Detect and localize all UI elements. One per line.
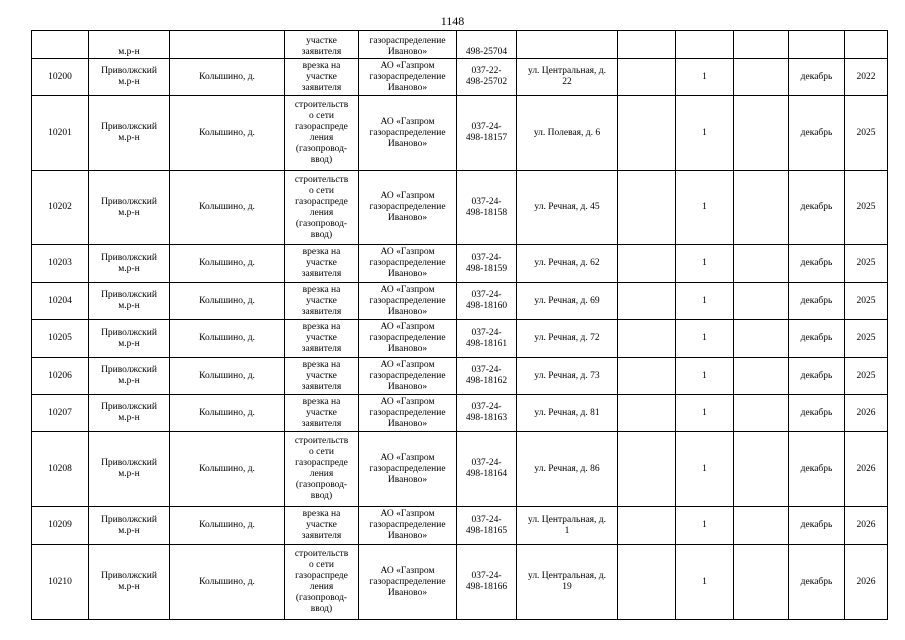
page-number: 1148 bbox=[440, 14, 465, 28]
num-cell: 10203 bbox=[32, 245, 89, 283]
count-cell: 1 bbox=[676, 283, 734, 320]
blank-cell bbox=[618, 171, 676, 245]
count-cell: 1 bbox=[676, 96, 734, 171]
count-cell: 1 bbox=[676, 59, 734, 96]
district-cell: Приволжский м.р-н bbox=[89, 545, 170, 620]
blank-cell bbox=[618, 31, 676, 59]
blank-cell bbox=[618, 245, 676, 283]
locality-cell: Колышино, д. bbox=[170, 59, 285, 96]
count-cell bbox=[676, 31, 734, 59]
blank-cell bbox=[734, 283, 789, 320]
district-cell: Приволжский м.р-н bbox=[89, 395, 170, 432]
work-type-cell: врезка на участке заявителя bbox=[285, 320, 359, 358]
month-cell: декабрь bbox=[789, 395, 845, 432]
year-cell: 2025 bbox=[845, 171, 888, 245]
year-cell: 2025 bbox=[845, 358, 888, 395]
num-cell: 10208 bbox=[32, 432, 89, 507]
table-row bbox=[32, 245, 888, 283]
work-type-cell: врезка на участке заявителя bbox=[285, 395, 359, 432]
code-cell: 037-24- 498-18160 bbox=[457, 283, 517, 320]
year-cell: 2026 bbox=[845, 545, 888, 620]
blank-cell bbox=[734, 432, 789, 507]
count-cell: 1 bbox=[676, 507, 734, 545]
locality-cell bbox=[170, 31, 285, 59]
organization-cell: АО «Газпром газораспределение Иваново» bbox=[359, 96, 457, 171]
address-cell: ул. Речная, д. 72 bbox=[517, 320, 618, 358]
count-cell: 1 bbox=[676, 245, 734, 283]
num-cell: 10200 bbox=[32, 59, 89, 96]
address-cell: ул. Центральная, д. 22 bbox=[517, 59, 618, 96]
code-cell: 037-24- 498-18164 bbox=[457, 432, 517, 507]
work-type-cell: врезка на участке заявителя bbox=[285, 245, 359, 283]
blank-cell bbox=[734, 31, 789, 59]
organization-cell: АО «Газпром газораспределение Иваново» bbox=[359, 432, 457, 507]
locality-cell: Колышино, д. bbox=[170, 245, 285, 283]
year-cell: 2025 bbox=[845, 96, 888, 171]
address-cell: ул. Речная, д. 73 bbox=[517, 358, 618, 395]
gas-connection-table bbox=[31, 30, 888, 620]
month-cell: декабрь bbox=[789, 320, 845, 358]
organization-cell: АО «Газпром газораспределение Иваново» bbox=[359, 59, 457, 96]
address-cell: ул. Речная, д. 81 bbox=[517, 395, 618, 432]
count-cell: 1 bbox=[676, 320, 734, 358]
work-type-cell: врезка на участке заявителя bbox=[285, 507, 359, 545]
blank-cell bbox=[734, 320, 789, 358]
district-cell: Приволжский м.р-н bbox=[89, 96, 170, 171]
blank-cell bbox=[734, 395, 789, 432]
blank-cell bbox=[618, 432, 676, 507]
address-cell: ул. Речная, д. 86 bbox=[517, 432, 618, 507]
num-cell bbox=[32, 31, 89, 59]
blank-cell bbox=[734, 96, 789, 171]
table-row bbox=[32, 96, 888, 171]
table-row bbox=[32, 395, 888, 432]
count-cell: 1 bbox=[676, 171, 734, 245]
district-cell: м.р-н bbox=[89, 31, 170, 59]
month-cell bbox=[789, 31, 845, 59]
blank-cell bbox=[618, 59, 676, 96]
num-cell: 10205 bbox=[32, 320, 89, 358]
num-cell: 10209 bbox=[32, 507, 89, 545]
table-row bbox=[32, 432, 888, 507]
district-cell: Приволжский м.р-н bbox=[89, 245, 170, 283]
blank-cell bbox=[618, 283, 676, 320]
blank-cell bbox=[618, 358, 676, 395]
code-cell: 498-25704 bbox=[457, 31, 517, 59]
locality-cell: Колышино, д. bbox=[170, 283, 285, 320]
work-type-cell: участке заявителя bbox=[285, 31, 359, 59]
locality-cell: Колышино, д. bbox=[170, 432, 285, 507]
address-cell: ул. Центральная, д. 1 bbox=[517, 507, 618, 545]
organization-cell: АО «Газпром газораспределение Иваново» bbox=[359, 545, 457, 620]
locality-cell: Колышино, д. bbox=[170, 395, 285, 432]
district-cell: Приволжский м.р-н bbox=[89, 507, 170, 545]
code-cell: 037-24- 498-18161 bbox=[457, 320, 517, 358]
code-cell: 037-24- 498-18157 bbox=[457, 96, 517, 171]
district-cell: Приволжский м.р-н bbox=[89, 358, 170, 395]
year-cell: 2025 bbox=[845, 320, 888, 358]
district-cell: Приволжский м.р-н bbox=[89, 171, 170, 245]
num-cell: 10210 bbox=[32, 545, 89, 620]
month-cell: декабрь bbox=[789, 432, 845, 507]
month-cell: декабрь bbox=[789, 358, 845, 395]
organization-cell: АО «Газпром газораспределение Иваново» bbox=[359, 358, 457, 395]
blank-cell bbox=[618, 507, 676, 545]
work-type-cell: строительств о сети газораспреде ления (газопровод- ввод) bbox=[285, 171, 359, 245]
year-cell: 2026 bbox=[845, 395, 888, 432]
blank-cell bbox=[734, 358, 789, 395]
district-cell: Приволжский м.р-н bbox=[89, 432, 170, 507]
code-cell: 037-24- 498-18165 bbox=[457, 507, 517, 545]
table-row bbox=[32, 59, 888, 96]
address-cell: ул. Речная, д. 69 bbox=[517, 283, 618, 320]
count-cell: 1 bbox=[676, 432, 734, 507]
blank-cell bbox=[734, 545, 789, 620]
organization-cell: АО «Газпром газораспределение Иваново» bbox=[359, 171, 457, 245]
organization-cell: АО «Газпром газораспределение Иваново» bbox=[359, 395, 457, 432]
address-cell bbox=[517, 31, 618, 59]
blank-cell bbox=[734, 171, 789, 245]
table-row bbox=[32, 171, 888, 245]
district-cell: Приволжский м.р-н bbox=[89, 283, 170, 320]
work-type-cell: строительств о сети газораспреде ления (газопровод- ввод) bbox=[285, 545, 359, 620]
num-cell: 10206 bbox=[32, 358, 89, 395]
code-cell: 037-24- 498-18166 bbox=[457, 545, 517, 620]
address-cell: ул. Полевая, д. 6 bbox=[517, 96, 618, 171]
locality-cell: Колышино, д. bbox=[170, 171, 285, 245]
work-type-cell: врезка на участке заявителя bbox=[285, 358, 359, 395]
work-type-cell: строительств о сети газораспреде ления (газопровод- ввод) bbox=[285, 432, 359, 507]
num-cell: 10201 bbox=[32, 96, 89, 171]
count-cell: 1 bbox=[676, 358, 734, 395]
year-cell: 2022 bbox=[845, 59, 888, 96]
code-cell: 037-24- 498-18158 bbox=[457, 171, 517, 245]
year-cell: 2025 bbox=[845, 283, 888, 320]
address-cell: ул. Речная, д. 45 bbox=[517, 171, 618, 245]
organization-cell: АО «Газпром газораспределение Иваново» bbox=[359, 283, 457, 320]
month-cell: декабрь bbox=[789, 545, 845, 620]
month-cell: декабрь bbox=[789, 96, 845, 171]
table-row bbox=[32, 320, 888, 358]
blank-cell bbox=[734, 507, 789, 545]
work-type-cell: врезка на участке заявителя bbox=[285, 59, 359, 96]
month-cell: декабрь bbox=[789, 283, 845, 320]
year-cell: 2026 bbox=[845, 507, 888, 545]
table-row-partial bbox=[32, 31, 888, 59]
blank-cell bbox=[734, 59, 789, 96]
table-row bbox=[32, 358, 888, 395]
month-cell: декабрь bbox=[789, 59, 845, 96]
code-cell: 037-24- 498-18159 bbox=[457, 245, 517, 283]
work-type-cell: врезка на участке заявителя bbox=[285, 283, 359, 320]
year-cell: 2025 bbox=[845, 245, 888, 283]
code-cell: 037-24- 498-18162 bbox=[457, 358, 517, 395]
table-row bbox=[32, 545, 888, 620]
work-type-cell: строительств о сети газораспреде ления (газопровод- ввод) bbox=[285, 96, 359, 171]
num-cell: 10202 bbox=[32, 171, 89, 245]
month-cell: декабрь bbox=[789, 245, 845, 283]
blank-cell bbox=[618, 395, 676, 432]
month-cell: декабрь bbox=[789, 171, 845, 245]
locality-cell: Колышино, д. bbox=[170, 320, 285, 358]
code-cell: 037-24- 498-18163 bbox=[457, 395, 517, 432]
address-cell: ул. Центральная, д. 19 bbox=[517, 545, 618, 620]
table-row bbox=[32, 507, 888, 545]
count-cell: 1 bbox=[676, 395, 734, 432]
organization-cell: АО «Газпром газораспределение Иваново» bbox=[359, 245, 457, 283]
locality-cell: Колышино, д. bbox=[170, 507, 285, 545]
address-cell: ул. Речная, д. 62 bbox=[517, 245, 618, 283]
num-cell: 10207 bbox=[32, 395, 89, 432]
num-cell: 10204 bbox=[32, 283, 89, 320]
locality-cell: Колышино, д. bbox=[170, 545, 285, 620]
district-cell: Приволжский м.р-н bbox=[89, 320, 170, 358]
blank-cell bbox=[734, 245, 789, 283]
organization-cell: газораспределение Иваново» bbox=[359, 31, 457, 59]
year-cell bbox=[845, 31, 888, 59]
blank-cell bbox=[618, 320, 676, 358]
locality-cell: Колышино, д. bbox=[170, 358, 285, 395]
blank-cell bbox=[618, 96, 676, 171]
blank-cell bbox=[618, 545, 676, 620]
code-cell: 037-22- 498-25702 bbox=[457, 59, 517, 96]
count-cell: 1 bbox=[676, 545, 734, 620]
month-cell: декабрь bbox=[789, 507, 845, 545]
district-cell: Приволжский м.р-н bbox=[89, 59, 170, 96]
organization-cell: АО «Газпром газораспределение Иваново» bbox=[359, 320, 457, 358]
table-row bbox=[32, 283, 888, 320]
organization-cell: АО «Газпром газораспределение Иваново» bbox=[359, 507, 457, 545]
locality-cell: Колышино, д. bbox=[170, 96, 285, 171]
year-cell: 2026 bbox=[845, 432, 888, 507]
